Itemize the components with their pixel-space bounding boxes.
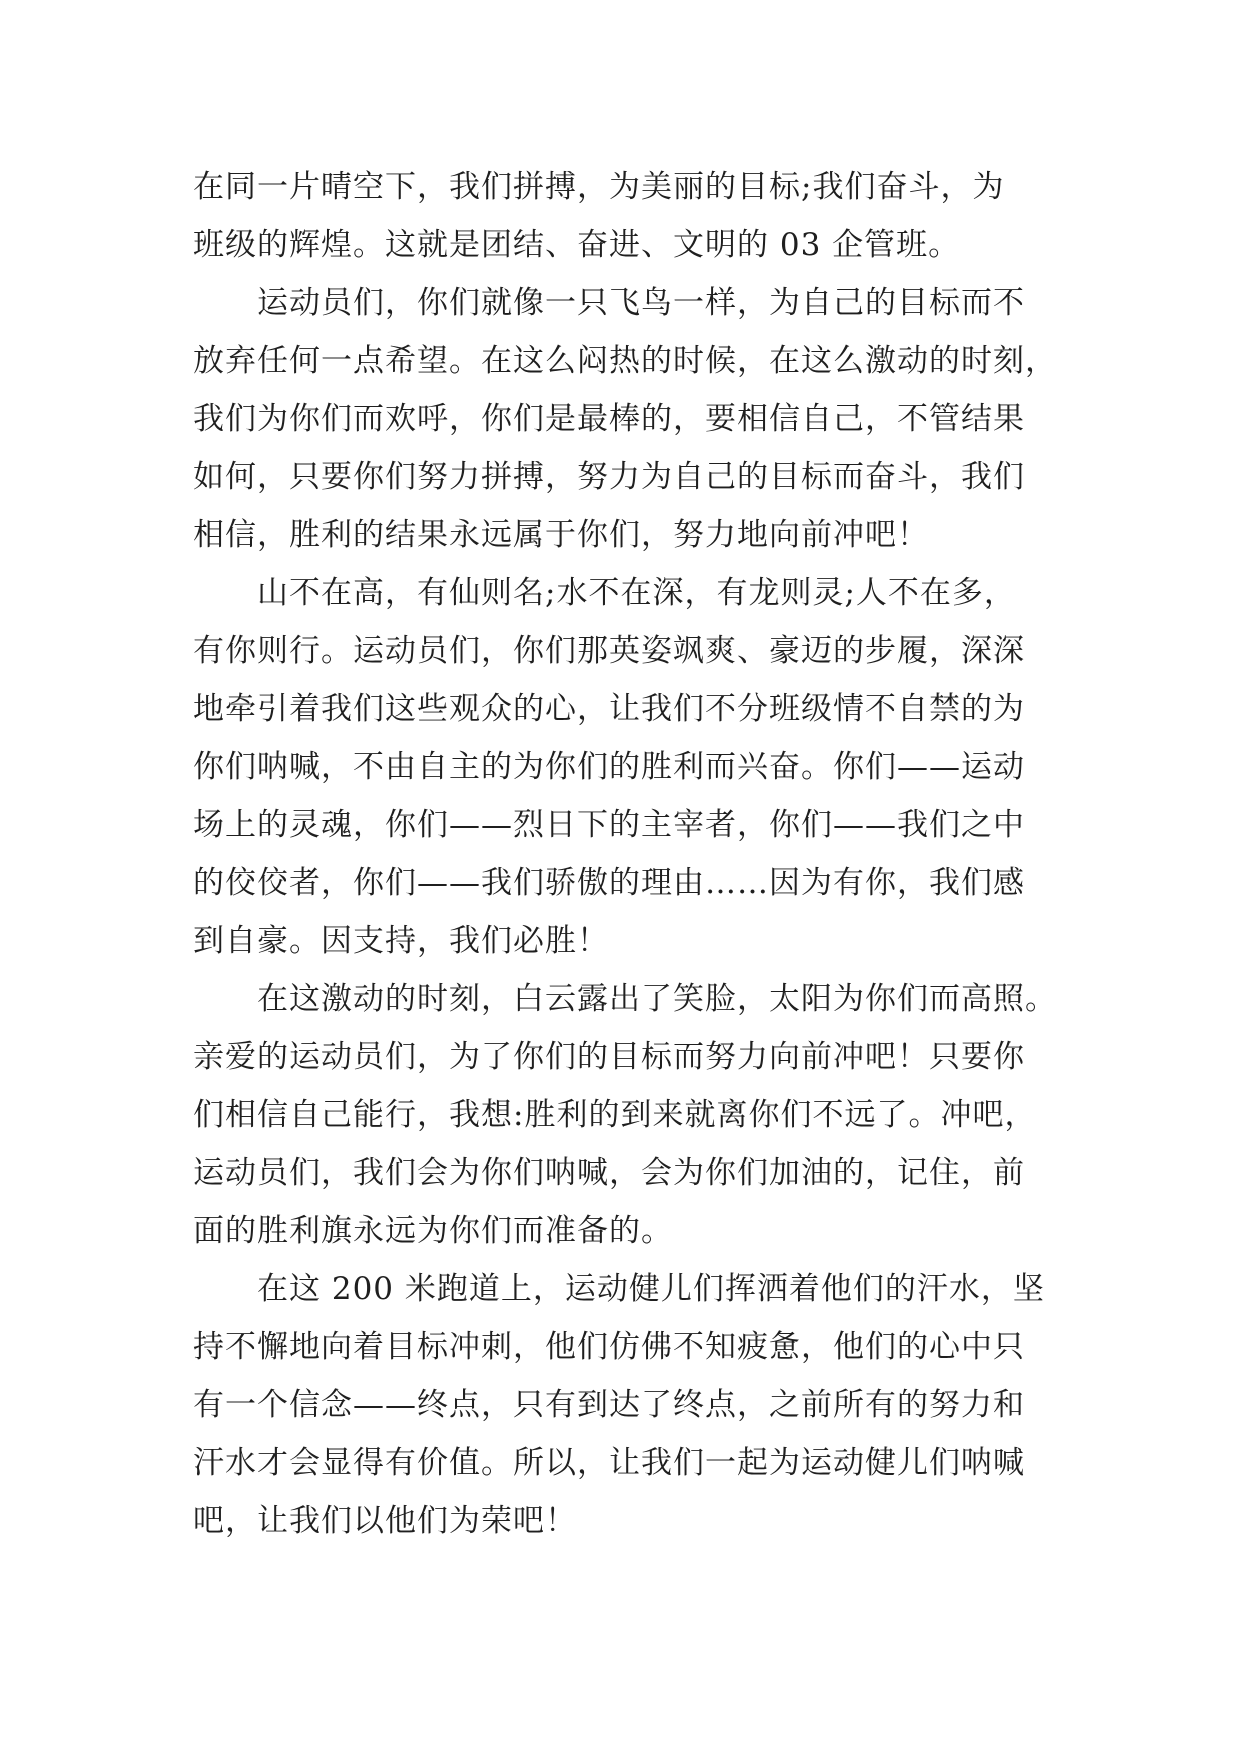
text-line: 相信，胜利的结果永远属于你们，努力地向前冲吧！ [193,517,929,553]
text-line: 场上的灵魂，你们——烈日下的主宰者，你们——我们之中 [193,807,1025,843]
document-body [193,158,1063,1550]
paragraph [193,970,1063,1260]
text-line: 在这 200 米跑道上，运动健儿们挥洒着他们的汗水，坚 [193,1271,1045,1307]
text-line: 的佼佼者，你们——我们骄傲的理由……因为有你，我们感 [193,865,1025,901]
text-line: 运动员们，你们就像一只飞鸟一样，为自己的目标而不 [193,285,1025,321]
text-line: 放弃任何一点希望。在这么闷热的时候，在这么激动的时刻， [193,343,1057,379]
paragraph [193,274,1063,564]
paragraph [193,1260,1063,1550]
text-line: 有你则行。运动员们，你们那英姿飒爽、豪迈的步履，深深 [193,633,1025,669]
text-line: 你们呐喊，不由自主的为你们的胜利而兴奋。你们——运动 [193,749,1025,785]
paragraph [193,564,1063,970]
text-line: 亲爱的运动员们，为了你们的目标而努力向前冲吧！只要你 [193,1039,1025,1075]
text-line: 运动员们，我们会为你们呐喊，会为你们加油的，记住，前 [193,1155,1025,1191]
text-line: 面的胜利旗永远为你们而准备的。 [193,1213,673,1249]
text-line: 山不在高，有仙则名;水不在深，有龙则灵;人不在多， [193,575,1016,611]
text-line: 在这激动的时刻，白云露出了笑脸，太阳为你们而高照。 [193,981,1057,1017]
text-line: 地牵引着我们这些观众的心，让我们不分班级情不自禁的为 [193,691,1025,727]
text-line: 持不懈地向着目标冲刺，他们仿佛不知疲惫，他们的心中只 [193,1329,1025,1365]
text-line: 吧，让我们以他们为荣吧！ [193,1503,577,1539]
text-line: 们相信自己能行，我想:胜利的到来就离你们不远了。冲吧， [193,1097,1037,1133]
text-line: 班级的辉煌。这就是团结、奋进、文明的 03 企管班。 [193,227,961,263]
text-line: 汗水才会显得有价值。所以，让我们一起为运动健儿们呐喊 [193,1445,1025,1481]
text-line: 如何，只要你们努力拼搏，努力为自己的目标而奋斗，我们 [193,459,1025,495]
text-line: 到自豪。因支持，我们必胜！ [193,923,609,959]
text-line: 有一个信念——终点，只有到达了终点，之前所有的努力和 [193,1387,1025,1423]
paragraph [193,158,1063,274]
text-line: 我们为你们而欢呼，你们是最棒的，要相信自己，不管结果 [193,401,1025,437]
text-line: 在同一片晴空下，我们拼搏，为美丽的目标;我们奋斗，为 [193,169,1005,205]
